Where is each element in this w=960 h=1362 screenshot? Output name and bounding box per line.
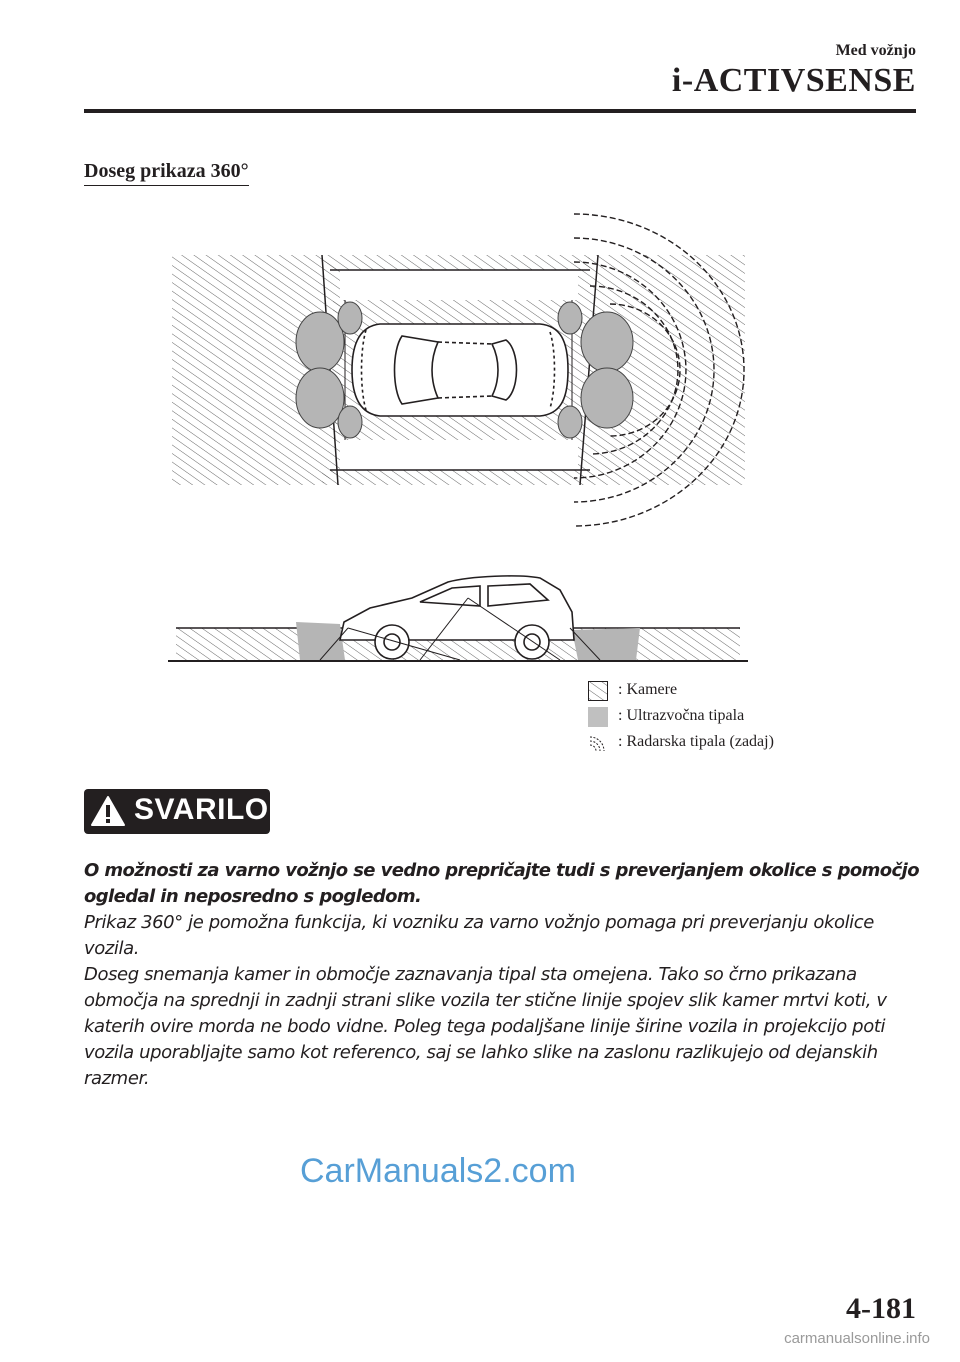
hatch-swatch-icon <box>588 681 608 701</box>
radar-waves-icon <box>588 733 608 753</box>
warning-paragraph-2: Doseg snemanja kamer in območje zaznavanja tipal sta omejena. Tako so črno prikazana območja na sprednji in zadnji strani slike vozila ter stične linije spojev slik kamer mrtvi koti, v katerih ovire morda ne bodo vidne. Poleg tega podaljšane linije širine vozila in projekcijo poti vozila uporabljajte samo kot referenco, saj se lahko slike na zaslonu razlikujejo od dejanskih razmer. <box>84 964 887 1089</box>
side-view-diagram <box>168 576 748 661</box>
header-chapter: i-ACTIVSENSE <box>671 62 916 99</box>
warning-body <box>84 858 924 1092</box>
warning-label: SVARILO <box>134 793 269 826</box>
section-title: Doseg prikaza 360° <box>84 160 249 186</box>
page-number: 4-181 <box>846 1292 916 1325</box>
car-top-view <box>352 324 568 416</box>
watermark: CarManuals2.com <box>300 1152 576 1190</box>
warning-banner <box>84 789 270 834</box>
legend-label: : Ultrazvočna tipala <box>618 707 745 724</box>
gray-swatch-icon <box>588 707 608 727</box>
legend-label: : Kamere <box>618 681 678 698</box>
top-view-diagram <box>172 214 745 526</box>
header-section: Med vožnjo <box>835 42 916 59</box>
warning-bold-text: O možnosti za varno vožnjo se vedno prepričajte tudi s preverjanjem okolice s pomočjo ogledal in neposredno s pogledom. <box>84 860 919 907</box>
footer-site: carmanualsonline.info <box>784 1330 930 1347</box>
warning-triangle-icon <box>90 795 126 827</box>
warning-paragraph-1: Prikaz 360° je pomožna funkcija, ki vozniku za varno vožnjo pomaga pri preverjanju okolice vozila. <box>84 912 874 959</box>
legend-label: : Radarska tipala (zadaj) <box>618 733 774 750</box>
